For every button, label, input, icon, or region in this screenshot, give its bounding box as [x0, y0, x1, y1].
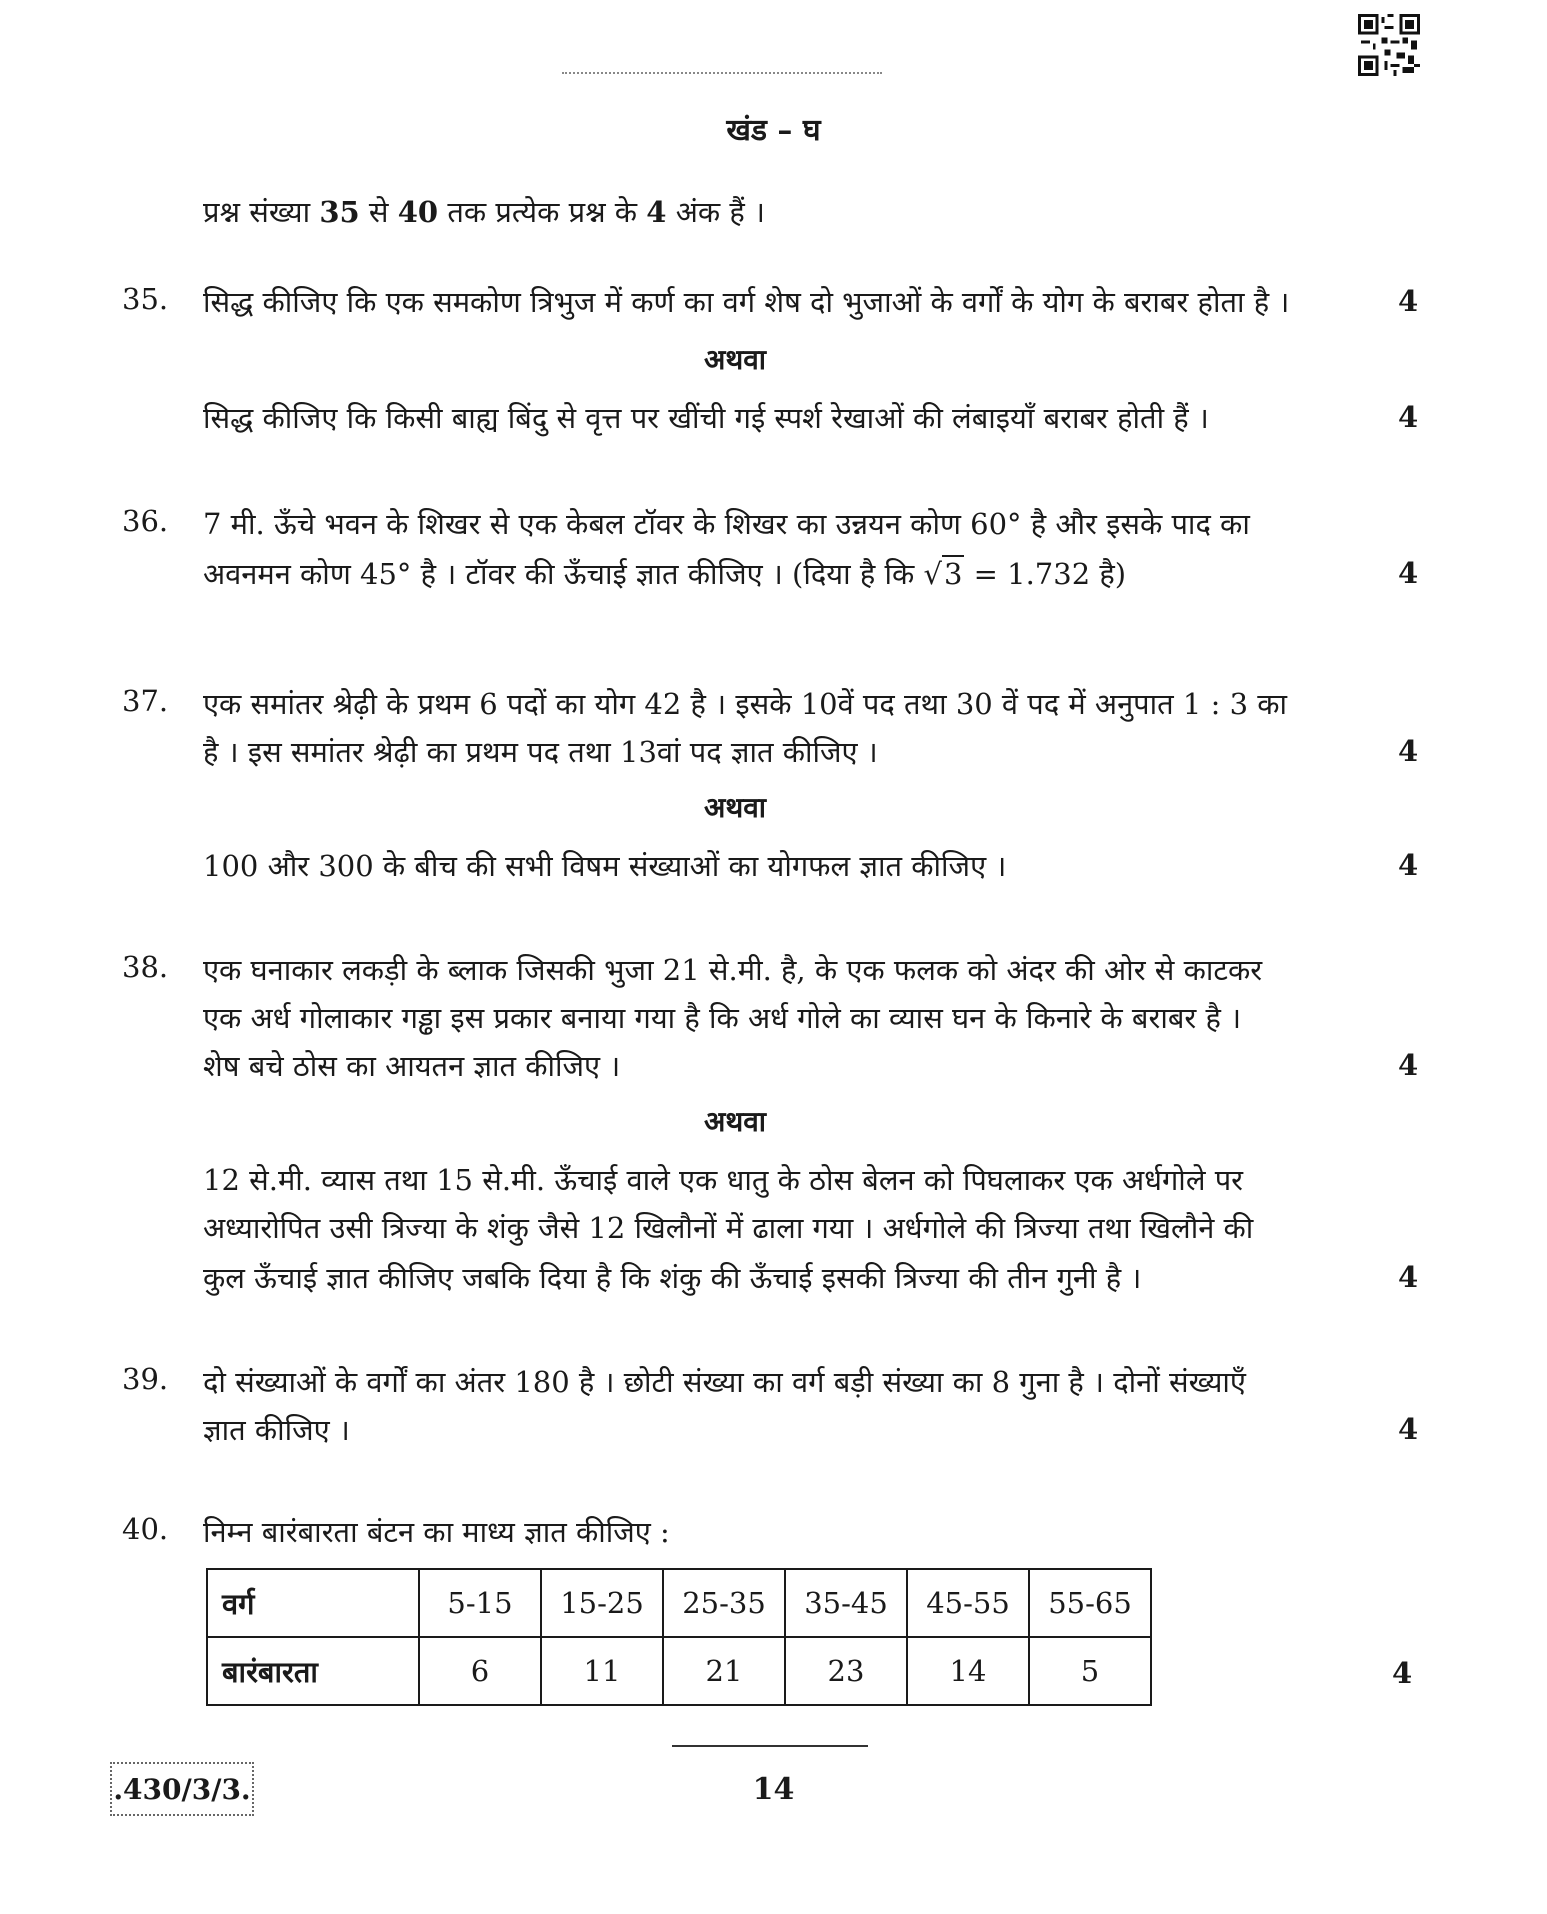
table-cell: 21 [663, 1637, 785, 1705]
table-cell: 25-35 [663, 1569, 785, 1637]
question-number-38: 38. [122, 950, 169, 984]
q38-line-1: एक घनाकार लकड़ी के ब्लाक जिसकी भुजा 21 से.मी. है, के एक फलक को अंदर की ओर से काटकर [203, 953, 1263, 987]
q38-marks: 4 [1398, 1048, 1419, 1082]
table-cell: 45-55 [907, 1569, 1029, 1637]
section-title: खंड – घ [726, 113, 821, 148]
q37-line-1: एक समांतर श्रेढ़ी के प्रथम 6 पदों का योग 42 है । इसके 10वें पद तथा 30 वें पद में अनुपात 1 : 3 का [203, 687, 1288, 721]
question-number-35: 35. [122, 282, 169, 316]
table-cell: 14 [907, 1637, 1029, 1705]
table-cell: 23 [785, 1637, 907, 1705]
table-row-label-frequency: बारंबारता [207, 1637, 419, 1705]
q36-line-2: अवनमन कोण 45° है । टॉवर की ऊँचाई ज्ञात कीजिए । (दिया है कि √3 = 1.732 है) [203, 557, 1127, 591]
q39-line-2: ज्ञात कीजिए । [203, 1413, 350, 1447]
q38-line-3: शेष बचे ठोस का आयतन ज्ञात कीजिए । [203, 1049, 621, 1083]
table-row [207, 1569, 1151, 1637]
paper-code: .430/3/3. [110, 1762, 254, 1816]
q35-alt-marks: 4 [1398, 400, 1419, 434]
q38-alt-line-2: अध्यारोपित उसी त्रिज्या के शंकु जैसे 12 खिलौनों में ढाला गया । अर्धगोले की त्रिज्या तथा खिलौने की [203, 1211, 1254, 1245]
table-cell: 6 [419, 1637, 541, 1705]
qr-code-icon [1358, 14, 1420, 76]
q35-text: सिद्ध कीजिए कि एक समकोण त्रिभुज में कर्ण का वर्ग शेष दो भुजाओं के वर्गों के योग के बराबर होता है । [203, 285, 1290, 319]
q38-alt-line-1: 12 से.मी. व्यास तथा 15 से.मी. ऊँचाई वाले एक धातु के ठोस बेलन को पिघलाकर एक अर्धगोले पर [203, 1163, 1244, 1197]
question-number-39: 39. [122, 1362, 169, 1396]
top-dotted-rule [562, 72, 882, 74]
q35-or-label: अथवा [703, 343, 767, 376]
q40-marks: 4 [1392, 1656, 1413, 1690]
frequency-table [206, 1568, 1152, 1706]
table-cell: 5-15 [419, 1569, 541, 1637]
table-cell: 11 [541, 1637, 663, 1705]
q35-alt-text: सिद्ध कीजिए कि किसी बाह्य बिंदु से वृत्त पर खींची गई स्पर्श रेखाओं की लंबाइयाँ बराबर होती हैं । [203, 401, 1209, 435]
q37-line-2: है । इस समांतर श्रेढ़ी का प्रथम पद तथा 13वां पद ज्ञात कीजिए । [203, 735, 878, 769]
q37-marks: 4 [1398, 734, 1419, 768]
table-cell: 55-65 [1029, 1569, 1151, 1637]
q38-alt-line-3: कुल ऊँचाई ज्ञात कीजिए जबकि दिया है कि शंकु की ऊँचाई इसकी त्रिज्या की तीन गुनी है । [203, 1261, 1142, 1295]
page-number: 14 [752, 1772, 795, 1807]
q36-marks: 4 [1398, 556, 1419, 590]
sqrt-expression: √3 [923, 557, 963, 591]
q35-marks: 4 [1398, 284, 1419, 318]
q37-or-label: अथवा [703, 791, 767, 824]
question-number-40: 40. [122, 1512, 169, 1546]
q38-or-label: अथवा [703, 1105, 767, 1138]
q38-line-2: एक अर्ध गोलाकार गड्ढा इस प्रकार बनाया गया है कि अर्ध गोले का व्यास घन के किनारे के बराबर है । [203, 1001, 1242, 1035]
q37-alt-text: 100 और 300 के बीच की सभी विषम संख्याओं का योगफल ज्ञात कीजिए । [203, 849, 1007, 883]
q39-line-1: दो संख्याओं के वर्गों का अंतर 180 है । छोटी संख्या का वर्ग बड़ी संख्या का 8 गुना है । दोनों संख्याएँ [203, 1365, 1246, 1399]
q37-alt-marks: 4 [1398, 848, 1419, 882]
q38-alt-marks: 4 [1398, 1260, 1419, 1294]
section-instruction: प्रश्न संख्या 35 से 40 तक प्रत्येक प्रश्न के 4 अंक हैं । [203, 195, 765, 229]
table-cell: 15-25 [541, 1569, 663, 1637]
table-row [207, 1637, 1151, 1705]
table-cell: 35-45 [785, 1569, 907, 1637]
q39-marks: 4 [1398, 1412, 1419, 1446]
bottom-rule [672, 1745, 868, 1747]
table-cell: 5 [1029, 1637, 1151, 1705]
q36-line-1: 7 मी. ऊँचे भवन के शिखर से एक केबल टॉवर के शिखर का उन्नयन कोण 60° है और इसके पाद का [203, 507, 1250, 541]
q40-text: निम्न बारंबारता बंटन का माध्य ज्ञात कीजिए : [203, 1515, 670, 1549]
question-number-36: 36. [122, 504, 169, 538]
table-row-label-class: वर्ग [207, 1569, 419, 1637]
question-number-37: 37. [122, 684, 169, 718]
